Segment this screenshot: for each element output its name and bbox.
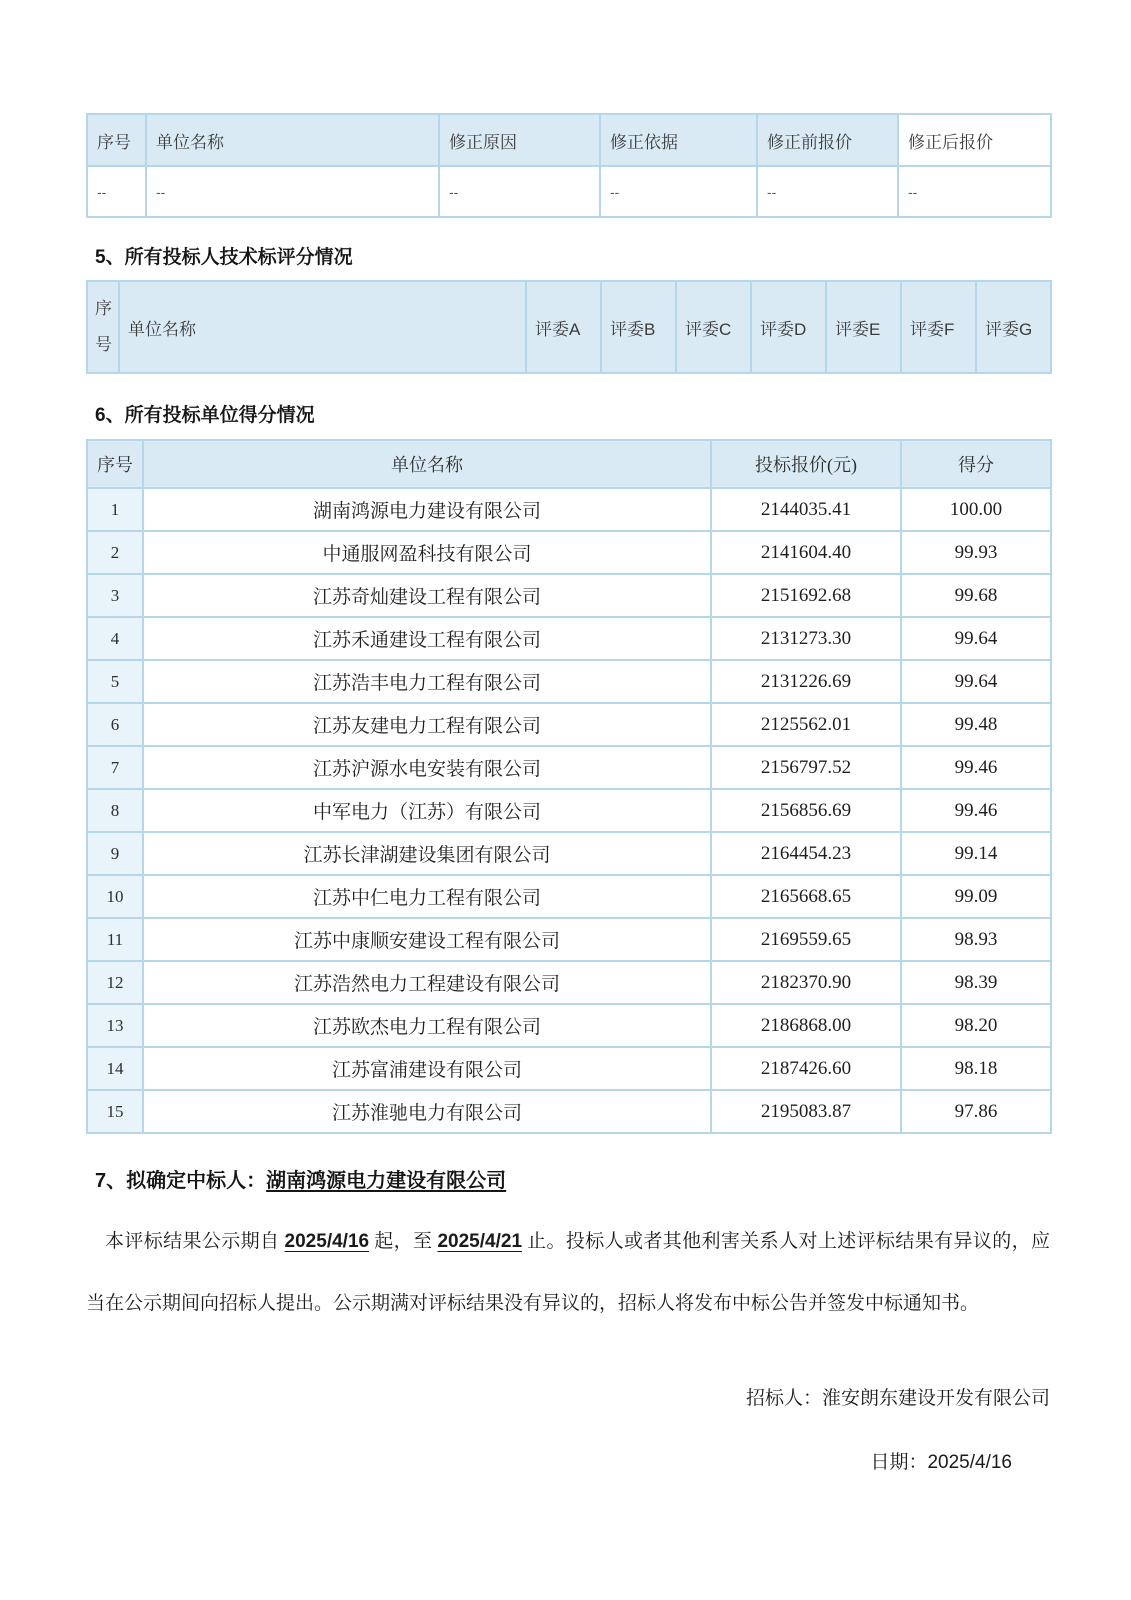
table-row: [87, 531, 1051, 574]
section5-title: 5、所有投标人技术标评分情况: [95, 247, 353, 268]
cell-score: 100.00: [901, 488, 1051, 531]
table-row: [87, 746, 1051, 789]
cell-bid-price: 2131226.69: [711, 660, 901, 703]
correction-table: [86, 113, 1052, 218]
cell-company: 中通服网盈科技有限公司: [143, 531, 711, 574]
table-row: [87, 617, 1051, 660]
winner-company: 湖南鸿源电力建设有限公司: [266, 1170, 507, 1192]
notice-text-part3: 止。投标人或者其他利害关系人对上述评标结果有异议的，应当在公示期间向招标人提出。公示期满对评标结果没有异议的，招标人将发布中标公告并签发中标通知书。: [86, 1231, 1050, 1314]
col-header-reason: 修正原因: [439, 114, 600, 166]
table-row: [87, 789, 1051, 832]
correction-table-header-row: [87, 114, 1051, 166]
publicity-end-date: 2025/4/21: [437, 1231, 523, 1252]
col-header-seq: 序号: [87, 281, 119, 373]
col-header-bid-price: 投标报价(元): [711, 440, 901, 488]
cell-score: 99.09: [901, 875, 1051, 918]
document-content: [86, 0, 1050, 1474]
notice-text-part2: 起，至: [369, 1231, 438, 1252]
cell-seq: 4: [87, 617, 143, 660]
date-value: 2025/4/16: [927, 1452, 1012, 1473]
col-header-company: 单位名称: [146, 114, 439, 166]
cell-price-after: --: [898, 166, 1051, 217]
cell-score: 98.20: [901, 1004, 1051, 1047]
table-row: [87, 961, 1051, 1004]
col-header-judge-f: 评委F: [901, 281, 976, 373]
table-row: [87, 1004, 1051, 1047]
col-header-price-after: 修正后报价: [898, 114, 1051, 166]
col-header-price-before: 修正前报价: [757, 114, 898, 166]
cell-seq: 8: [87, 789, 143, 832]
cell-company: 江苏淮驰电力有限公司: [143, 1090, 711, 1133]
cell-company: 江苏长津湖建设集团有限公司: [143, 832, 711, 875]
cell-seq: 11: [87, 918, 143, 961]
cell-seq: 7: [87, 746, 143, 789]
cell-bid-price: 2141604.40: [711, 531, 901, 574]
cell-seq: 1: [87, 488, 143, 531]
cell-company: 江苏中仁电力工程有限公司: [143, 875, 711, 918]
cell-company: 湖南鸿源电力建设有限公司: [143, 488, 711, 531]
cell-bid-price: 2144035.41: [711, 488, 901, 531]
cell-seq: 9: [87, 832, 143, 875]
date-line: [86, 1447, 1050, 1474]
publicity-notice: [86, 1211, 1050, 1335]
cell-seq: 5: [87, 660, 143, 703]
col-header-company: 单位名称: [119, 281, 526, 373]
cell-bid-price: 2125562.01: [711, 703, 901, 746]
tenderer-line: 招标人：淮安朗东建设开发有限公司: [745, 1388, 1050, 1409]
cell-score: 98.39: [901, 961, 1051, 1004]
cell-seq: 10: [87, 875, 143, 918]
col-header-score: 得分: [901, 440, 1051, 488]
col-header-judge-d: 评委D: [751, 281, 826, 373]
correction-table-empty-row: [87, 166, 1051, 217]
notice-text-part1: 本评标结果公示期自: [105, 1231, 285, 1252]
cell-company: 江苏浩然电力工程建设有限公司: [143, 961, 711, 1004]
section7-title: [95, 1164, 1050, 1193]
table-row: [87, 574, 1051, 617]
table-row: [87, 703, 1051, 746]
col-header-judge-a: 评委A: [526, 281, 601, 373]
cell-company: 中军电力（江苏）有限公司: [143, 789, 711, 832]
cell-bid-price: 2187426.60: [711, 1047, 901, 1090]
tech-score-table: [86, 280, 1052, 374]
cell-company: 江苏浩丰电力工程有限公司: [143, 660, 711, 703]
cell-bid-price: 2164454.23: [711, 832, 901, 875]
cell-company: 江苏中康顺安建设工程有限公司: [143, 918, 711, 961]
col-header-company: 单位名称: [143, 440, 711, 488]
section6-title: 6、所有投标单位得分情况: [95, 405, 315, 426]
table-row: [87, 1047, 1051, 1090]
section7-title-prefix: 7、拟确定中标人：: [95, 1170, 267, 1192]
cell-seq: 2: [87, 531, 143, 574]
table-row: [87, 918, 1051, 961]
table-row: [87, 660, 1051, 703]
cell-score: 99.93: [901, 531, 1051, 574]
col-header-seq: 序号: [87, 440, 143, 488]
table-row: [87, 875, 1051, 918]
cell-seq: 6: [87, 703, 143, 746]
cell-company: 江苏富浦建设有限公司: [143, 1047, 711, 1090]
cell-company: 江苏沪源水电安装有限公司: [143, 746, 711, 789]
score-table: [86, 439, 1052, 1134]
cell-company: 江苏欧杰电力工程有限公司: [143, 1004, 711, 1047]
score-table-header-row: [87, 440, 1051, 488]
col-header-judge-b: 评委B: [601, 281, 676, 373]
date-label: 日期：: [870, 1452, 928, 1473]
cell-score: 99.64: [901, 617, 1051, 660]
cell-score: 99.48: [901, 703, 1051, 746]
cell-seq: 14: [87, 1047, 143, 1090]
cell-company: --: [146, 166, 439, 217]
cell-score: 98.18: [901, 1047, 1051, 1090]
cell-company: 江苏奇灿建设工程有限公司: [143, 574, 711, 617]
col-header-judge-g: 评委G: [976, 281, 1051, 373]
cell-score: 97.86: [901, 1090, 1051, 1133]
table-row: [87, 832, 1051, 875]
cell-score: 99.14: [901, 832, 1051, 875]
publicity-start-date: 2025/4/16: [284, 1231, 370, 1252]
cell-score: 99.68: [901, 574, 1051, 617]
cell-bid-price: 2156856.69: [711, 789, 901, 832]
cell-bid-price: 2165668.65: [711, 875, 901, 918]
cell-bid-price: 2182370.90: [711, 961, 901, 1004]
cell-basis: --: [600, 166, 757, 217]
cell-seq: 3: [87, 574, 143, 617]
cell-score: 99.46: [901, 789, 1051, 832]
cell-company: 江苏禾通建设工程有限公司: [143, 617, 711, 660]
cell-bid-price: 2131273.30: [711, 617, 901, 660]
col-header-judge-e: 评委E: [826, 281, 901, 373]
tech-score-header-row: [87, 281, 1051, 373]
cell-score: 98.93: [901, 918, 1051, 961]
cell-score: 99.64: [901, 660, 1051, 703]
cell-bid-price: 2151692.68: [711, 574, 901, 617]
cell-price-before: --: [757, 166, 898, 217]
col-header-seq: 序号: [87, 114, 146, 166]
cell-seq: --: [87, 166, 146, 217]
cell-reason: --: [439, 166, 600, 217]
col-header-basis: 修正依据: [600, 114, 757, 166]
cell-bid-price: 2156797.52: [711, 746, 901, 789]
col-header-judge-c: 评委C: [676, 281, 751, 373]
table-row: [87, 488, 1051, 531]
cell-seq: 15: [87, 1090, 143, 1133]
cell-bid-price: 2169559.65: [711, 918, 901, 961]
cell-bid-price: 2186868.00: [711, 1004, 901, 1047]
cell-score: 99.46: [901, 746, 1051, 789]
cell-bid-price: 2195083.87: [711, 1090, 901, 1133]
cell-seq: 12: [87, 961, 143, 1004]
table-row: [87, 1090, 1051, 1133]
cell-seq: 13: [87, 1004, 143, 1047]
score-table-body: [87, 488, 1051, 1133]
cell-company: 江苏友建电力工程有限公司: [143, 703, 711, 746]
